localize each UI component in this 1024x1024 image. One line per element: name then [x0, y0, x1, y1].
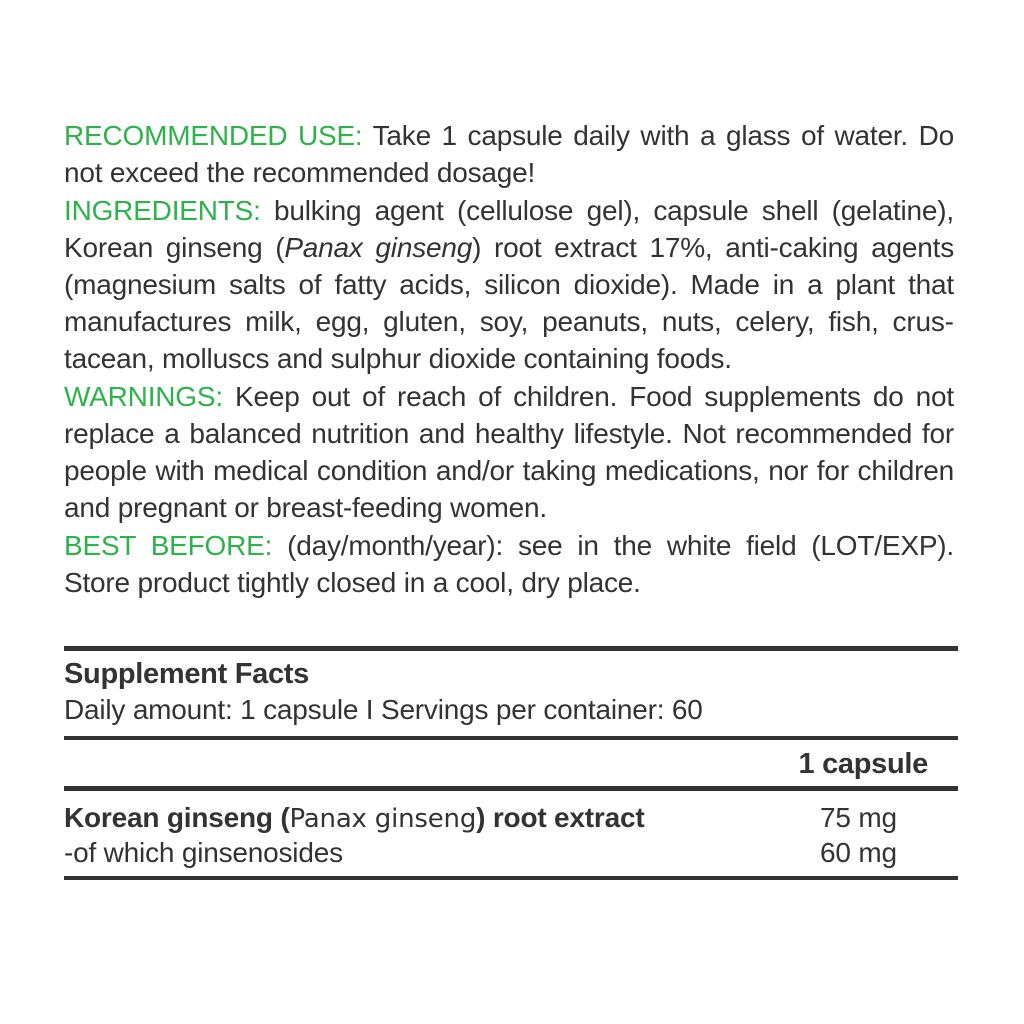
- ingredients-latin-name: Panax ginseng: [284, 232, 473, 263]
- best-before-heading: BEST BEFORE:: [64, 530, 273, 561]
- facts-header-divider: [64, 736, 958, 740]
- supplement-facts-title: Supplement Facts: [64, 658, 309, 690]
- label-text-block: [64, 117, 954, 602]
- ingredient-name-part2: ) root extract: [476, 802, 645, 833]
- ingredient-amount: 75 mg: [820, 802, 897, 833]
- facts-bottom-divider: [64, 876, 958, 880]
- recommended-use-heading: RECOMMENDED USE:: [64, 120, 363, 151]
- ingredients-heading: INGREDIENTS:: [64, 195, 261, 226]
- best-before-text: (day/month/year): see in the white field (LOT/EXP). Store product tightly closed in a cool, dry place.: [64, 530, 954, 598]
- best-before-paragraph: [64, 527, 954, 601]
- ingredient-amount: 60 mg: [820, 837, 897, 868]
- ingredient-name-part1: Korean ginseng (: [64, 802, 290, 833]
- recommended-use-text: Take 1 capsule daily with a glass of water. Do not exceed the recommended dosage!: [64, 120, 954, 188]
- facts-top-divider: [64, 646, 958, 651]
- supplement-facts-subtitle: Daily amount: 1 capsule I Servings per container: 60: [64, 694, 703, 725]
- ingredients-text-part1: bulking agent (cellulose gel), capsule shell (gelatine), Korean ginseng (: [64, 195, 954, 263]
- warnings-heading: WARNINGS:: [64, 381, 223, 412]
- ingredient-latin-name: Panax ginseng: [289, 804, 477, 834]
- serving-column-header: 1 capsule: [798, 748, 928, 780]
- ingredients-paragraph: [64, 192, 954, 377]
- ingredient-name: -of which ginsenosides: [64, 837, 343, 868]
- facts-column-divider: [64, 786, 958, 791]
- ingredients-text-part2: ) root extract 17%, anti-caking agents (magnesium salts of fatty acids, silicon dioxide). Made in a plant that manufactures milk, egg, gluten, soy, peanuts, nuts, celery, fish, crustacean, molluscs and sulphur dioxide containing foods.: [64, 232, 954, 374]
- warnings-text: Keep out of reach of children. Food supplements do not replace a balanced nutrition and healthy lifestyle. Not recommended for people with medical condition and/or taking medications, nor for children and pregnant or breast-feeding women.: [64, 381, 954, 523]
- ingredient-name: [64, 800, 645, 837]
- recommended-use-paragraph: [64, 117, 954, 191]
- warnings-paragraph: [64, 378, 954, 526]
